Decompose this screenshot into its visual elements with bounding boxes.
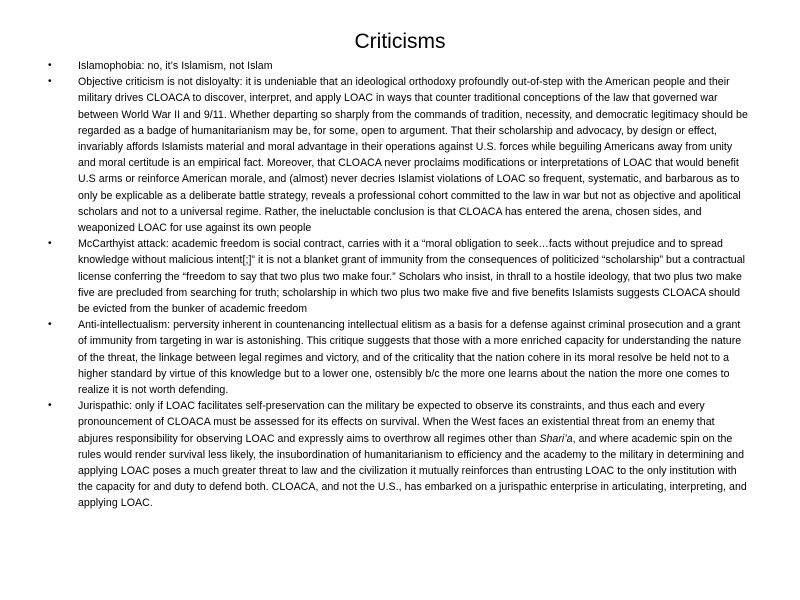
slide-title: Criticisms (354, 30, 446, 53)
bullet-text: McCarthyist attack: academic freedom is social contract, carries with it a “moral obligation to seek…facts without prejudice and to spread knowledge without malicious intent[;]” it is not a blanket grant of immunity from the consequences of politicized “scholarship” but a contractual license conferring the “freedom to say that two plus two make four.” Scholars who insist, in thrall to a hostile ideology, that two plus two make five are precluded from searching for truth; scholarship in which two plus two make five and five benefits Islamists suggests CLOACA should be evicted from the bunker of academic freedom (78, 238, 746, 316)
bullet-dot: • (48, 319, 52, 331)
bullet-text: Islamophobia: no, it’s Islamism, not Islam (78, 60, 273, 72)
bullet-item-jurispathic (48, 398, 750, 511)
bullet-text: Objective criticism is not disloyalty: it is undeniable that an ideological orthodoxy profoundly out-of-step with the American people and their military drives CLOACA to discover, interpret, and apply LOAC in ways that counter traditional conceptions of the law that governed war between World War II and 9/11. Whether departing so sharply from the commands of tradition, necessity, and democratic legitimacy should be regarded as a badge of humanitarianism may be, for some, open to argument. That their scholarship and advocacy, by design or effect, invariably affords Islamists material and moral advantage in their operations against U.S. forces while beguiling Americans away from unity and moral certitude is an empirical fact. Moreover, that CLOACA never proclaims modifications or interpretations of LOAC that would benefit U.S arms or reinforce American morale, and (almost) never decries Islamist violations of LOAC so frequent, systematic, and barbarous as to only be explicable as a deliberate battle strategy, reveals a professional cohort committed to the law in war but not as objective and apolitical scholars and not to a universal regime. Rather, the ineluctable conclusion is that CLOACA has entered the arena, chosen sides, and weaponized LOAC for use against its own people (78, 76, 748, 235)
bullet-list (48, 58, 750, 512)
bullet-text-part: , and where academic spin on the rules would render survival less likely, the insubordination of humanitarianism to efficiency and the academy to the military in determining and applying LOAC poses a much greater threat to law and the civilization it mutually reinforces than entrusting LOAC to the only institution with the capacity for and duty to defend both. CLOACA, and not the U.S., has embarked on a jurispathic enterprise in articulating, interpreting, and applying LOAC. (78, 432, 747, 510)
bullet-text: Anti-intellectualism: perversity inherent in countenancing intellectual elitism as a basis for a defense against criminal prosecution and a grant of immunity from targeting in war is astonishing. This critique suggests that those with a more enriched capacity for understanding the nature of the threat, the linkage between legal regimes and victory, and of the criticality that the nation cohere in its moral resolve be held not to a higher standard by virtue of this knowledge but to a lower one, ostensibly b/c the more one learns about the nation the more one comes to realize it is not worth defending. (78, 319, 742, 397)
bullet-item-mccarthyist-attack (48, 236, 750, 317)
bullet-text-italic: Shari’a (539, 432, 573, 445)
bullet-item-objective-criticism (48, 74, 750, 236)
bullet-dot: • (48, 238, 52, 250)
bullet-text-part: Jurispathic: only if LOAC facilitates self-preservation can the military be expected to observe its constraints, and thus each and every pronouncement of CLOACA must be assessed for its effects on survival. When the West faces an existential threat from an enemy that abjures responsibility for observing LOAC and expressly aims to overthrow all regimes other than (78, 400, 715, 445)
bullet-dot: • (48, 76, 52, 88)
bullet-dot: • (48, 60, 52, 71)
bullet-text (78, 400, 747, 509)
bullet-dot: • (48, 400, 52, 412)
bullet-item-islamophobia (48, 58, 750, 74)
bullet-item-anti-intellectualism (48, 317, 750, 398)
